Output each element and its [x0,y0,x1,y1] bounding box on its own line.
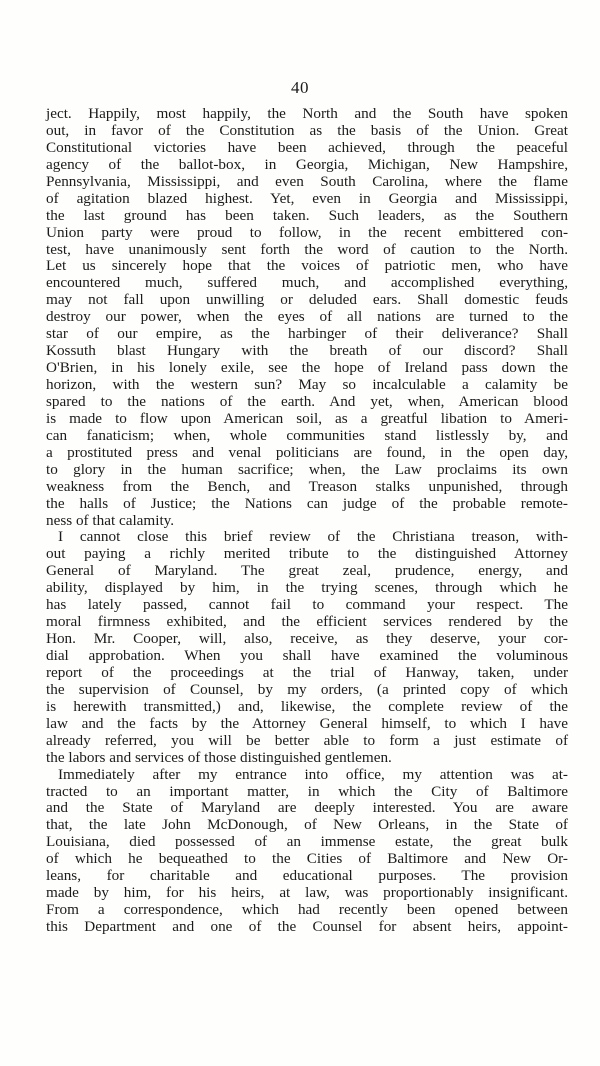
text-line: of which he bequeathed to the Cities of Baltimore and New Or- [46,850,568,868]
body-text [46,106,568,936]
text-line: the supervision of Counsel, by my orders, (a printed copy of which [46,680,568,698]
text-line: has lately passed, cannot fail to command your respect. The [46,596,568,614]
text-line: Union party were proud to follow, in the recent embittered con- [46,223,568,241]
text-line: moral firmness exhibited, and the efficient services rendered by the [46,613,568,631]
text-line: ject. Happily, most happily, the North and the South have spoken [46,105,568,122]
text-line: a prostituted press and venal politicians are found, in the open day, [46,443,568,461]
text-line: may not fall upon unwilling or deluded ears. Shall domestic feuds [46,291,568,309]
text-line: report of the proceedings at the trial of Hanway, taken, under [46,663,568,681]
text-line: Louisiana, died possessed of an immense estate, the great bulk [46,833,568,851]
text-line: the halls of Justice; the Nations can judge of the probable remote- [46,494,568,512]
text-line: and the State of Maryland are deeply interested. You are aware [46,799,568,817]
text-line: the labors and services of those distinguished gentlemen. [46,748,392,766]
paragraph [46,767,568,936]
text-line: tracted to an important matter, in which the City of Baltimore [46,782,568,800]
text-line: already referred, you will be better able to form a just estimate of [46,731,568,749]
text-line: can fanaticism; when, whole communities stand listlessly by, and [46,426,568,444]
text-line: spared to the nations of the earth. And yet, when, American blood [46,392,568,410]
page-number: 40 [291,78,309,97]
text-line: out paying a richly merited tribute to the distinguished Attorney [46,545,568,563]
text-line: this Department and one of the Counsel for absent heirs, appoint- [46,918,568,935]
text-line: star of our empire, as the harbinger of their deliverance? Shall [46,325,568,343]
text-line: that, the late John McDonough, of New Orleans, in the State of [46,816,568,834]
text-line: leans, for charitable and educational purposes. The provision [46,867,568,885]
text-line: test, have unanimously sent forth the word of caution to the North. [46,240,568,258]
text-line: ability, displayed by him, in the trying scenes, through which he [46,579,568,597]
text-line: is herewith transmitted,) and, likewise, the complete review of the [46,697,568,715]
text-line: out, in favor of the Constitution as the basis of the Union. Great [46,121,568,139]
text-line: the last ground has been taken. Such leaders, as the Southern [46,206,568,224]
text-line: General of Maryland. The great zeal, prudence, energy, and [46,562,568,580]
text-line: of agitation blazed highest. Yet, even in Georgia and Mississippi, [46,189,568,207]
text-line: dial approbation. When you shall have examined the voluminous [46,647,568,664]
text-line: O'Brien, in his lonely exile, see the hope of Ireland pass down the [46,359,568,377]
text-line: is made to flow upon American soil, as a greatful libation to Ameri- [46,409,568,427]
text-line: weakness from the Bench, and Treason stalks unpunished, through [46,477,568,495]
text-line: to glory in the human sacrifice; when, the Law proclaims its own [46,460,568,478]
text-line: law and the facts by the Attorney General himself, to which I have [46,714,568,732]
text-line: From a correspondence, which had recently been opened between [46,901,568,919]
paragraph [46,106,568,529]
text-line: Hon. Mr. Cooper, will, also, receive, as they deserve, your cor- [46,630,568,648]
text-line: I cannot close this brief review of the Christiana treason, with- [58,528,568,546]
text-line: Immediately after my entrance into office, my attention was at- [58,765,568,783]
text-line: horizon, with the western sun? May so incalculable a calamity be [46,376,568,393]
text-line: made by him, for his heirs, at law, was proportionably insignificant. [46,884,568,902]
text-line: Kossuth blast Hungary with the breath of our discord? Shall [46,342,568,360]
text-line: Pennsylvania, Mississippi, and even South Carolina, where the flame [46,172,568,190]
text-line: Constitutional victories have been achieved, through the peaceful [46,138,568,156]
text-line: encountered much, suffered much, and accomplished everything, [46,274,568,292]
paragraph [46,529,568,766]
text-line: agency of the ballot-box, in Georgia, Michigan, New Hampshire, [46,155,568,173]
text-line: destroy our power, when the eyes of all nations are turned to the [46,308,568,326]
text-line: ness of that calamity. [46,511,175,529]
text-line: Let us sincerely hope that the voices of patriotic men, who have [46,257,568,275]
